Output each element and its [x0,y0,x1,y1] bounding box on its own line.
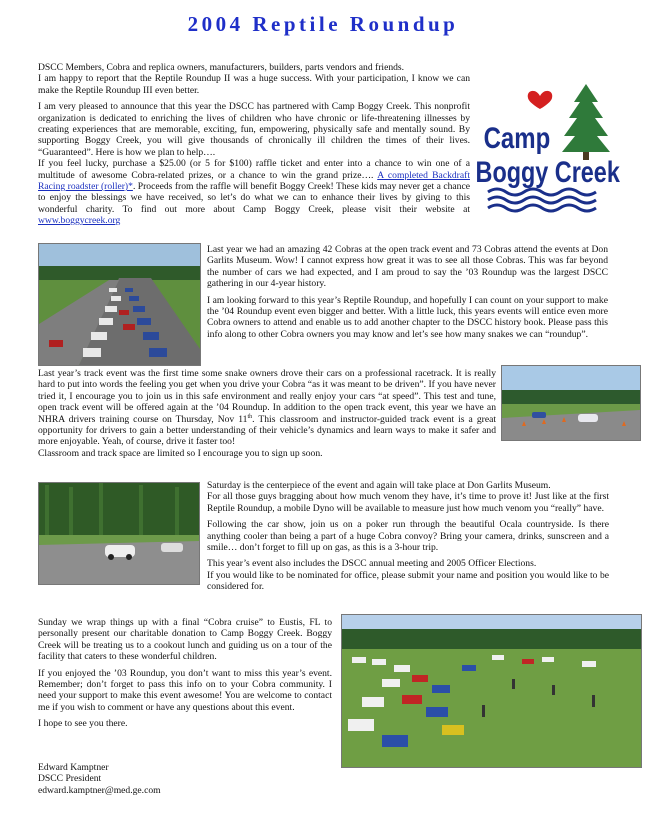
signature-name: Edward Kamptner [38,762,109,773]
intro-partnership-paragraph: I am very pleased to announce that this year the DSCC has partnered with Camp Boggy Creek. This nonprofit organization is dedicated to enriching the lives of children who have chronic or life-threatening illnesses by creating experiences that are memorable, exciting, fun, empowering, physically safe and mentally sound. By supporting Boggy Creek, you will give thousands of chronically ill children the times of their lives. “Guaranteed”. Here is how we plan to help…. [38,101,470,158]
nomination-line: If you would like to be nominated for office, please submit your name and position you would like to be considered for. [207,569,609,593]
looking-forward-paragraph: I am looking forward to this year’s Reptile Roundup, and hopefully I can count on your support to make the ’04 Roundup event even bigger and better. With a little luck, this years events will entice even more Cobra owners to attend and enable us to add another chapter to the DSCC history book. Please pass this info along to other Cobra owners you may know and let’s see how many snakes we can “roundup”. [207,294,608,340]
sign-up-note: Classroom and track space are limited so I encourage you to sign up soon. [38,447,323,459]
signature-block [38,762,298,796]
photo-cobras-on-track [38,243,201,366]
photo-track-cones [501,365,641,441]
dont-miss-paragraph: If you enjoyed the ’03 Roundup, you don’t want to miss this year’s event. Remember; don’t forget to pass this info on to your Cobra community. I need your support to make this event awesome! You are welcome to contact me if you wish to comment or have any questions about this event. [38,667,332,713]
attendance-section [207,244,608,345]
intro-raffle-paragraph [38,158,470,226]
intro-greeting: DSCC Members, Cobra and replica owners, manufacturers, builders, parts vendors and friends. [38,62,405,73]
logo-graphic [474,82,634,214]
track-text-2: . This classroom and instructor-guided track event is a great opportunity for drivers to gain a better understanding of their vehicle’s dynamics and learn ways to make it safer and more enjoyable. Yeah, of course, drive it faster too! [38,413,496,448]
closing-line: I hope to see you there. [38,718,128,730]
water-waves-icon [488,189,596,211]
track-event-section [38,368,496,464]
poker-run-paragraph: Following the car show, join us on a poker run through the beautiful Ocala countryside. Is there anything cooler than being a part of a huge Cobra convoy? Bring your camera, drinks, sunscreen and a smile… don’t forget to fill up on gas, as this is a 3-hour trip. [207,519,609,554]
signature-email: edward.kamptner@med.ge.com [38,784,161,796]
raffle-text-2: . Proceeds from the raffle will benefit Boggy Creek! These kids may never get a chance to enjoy the blessings we have received, so let’s do what we can to enhance their lives by giving to this wonderful charity. To find out more about Camp Boggy Creek, please visit their website at [38,181,470,215]
dyno-paragraph: For all those guys bragging about how much venom they have, it’s time to prove it! Just like at the first Reptile Roundup, a mobile Dyno will be available to measure just how much venom you “really” have. [207,491,609,514]
intro-section [38,62,470,232]
photo-car-show-field [341,614,642,768]
saturday-museum-line: Saturday is the centerpiece of the event and again will take place at Don Garlits Museum. [207,480,551,491]
logo-text-camp: Camp [483,120,551,155]
pine-tree-icon [562,84,610,160]
track-text-1: Last year’s track event was the first time some snake owners drove their cars on a professional racetrack. It is really hard to put into words the feeling you get when you drive your Cobra “as it was meant to be driven”. If you have never tried it, I encourage you to join us in this safe environment and really enjoy your cars “at speed”. This test and tune, open track event will be offered again at the ’04 Roundup. In addition to the open track event, this year we have an NHRA drivers training course on Thursday, Nov 11 [38,368,496,425]
sunday-cruise-paragraph: Sunday we wrap things up with a final “Cobra cruise” to Eustis, FL to personally present our charitable donation to Camp Boggy Creek. Boggy Creek will be treating us to a cookout lunch and guiding us on a tour of the facility that caters to these wonderful children. [38,617,332,663]
sunday-section [38,617,332,735]
saturday-section [207,480,609,598]
boggycreek-website-link[interactable]: www.boggycreek.org [38,215,121,227]
heart-icon [528,91,553,109]
annual-meeting-line: This year’s event also includes the DSCC annual meeting and 2005 Officer Elections. [207,558,537,570]
attendance-paragraph: Last year we had an amazing 42 Cobras at the open track event and 73 Cobras attend the events at Don Garlits Museum. Wow! I cannot express how great it was to see all those Cobras. This was far beyond the number of cars we had expected, and I am proud to say the ’03 Roundup was the largest DSCC gathering in our 4-year history. [207,244,608,290]
page-title: 2004 Reptile Roundup [187,12,459,36]
roadster-prize-link[interactable]: A completed Backdraft Racing roadster (roller)* [38,169,470,193]
intro-success-paragraph: I am happy to report that the Reptile Roundup II was a huge success. With your participation, I know we can make the Reptile Roundup III even better. [38,73,470,96]
logo-text-boggy-creek: Boggy Creek [475,155,620,189]
camp-boggy-creek-logo [474,82,634,214]
track-event-paragraph [38,368,496,448]
signature-role: DSCC President [38,773,102,785]
photo-cars-racing [38,482,200,585]
raffle-text-1: If you feel lucky, purchase a $25.00 (or 5 for $100) raffle ticket and enter into a chance to win one of a multitude of awesome Cobra-related prizes, or a chance to win the grand prize…. [38,158,470,181]
date-suffix: th [247,413,253,420]
